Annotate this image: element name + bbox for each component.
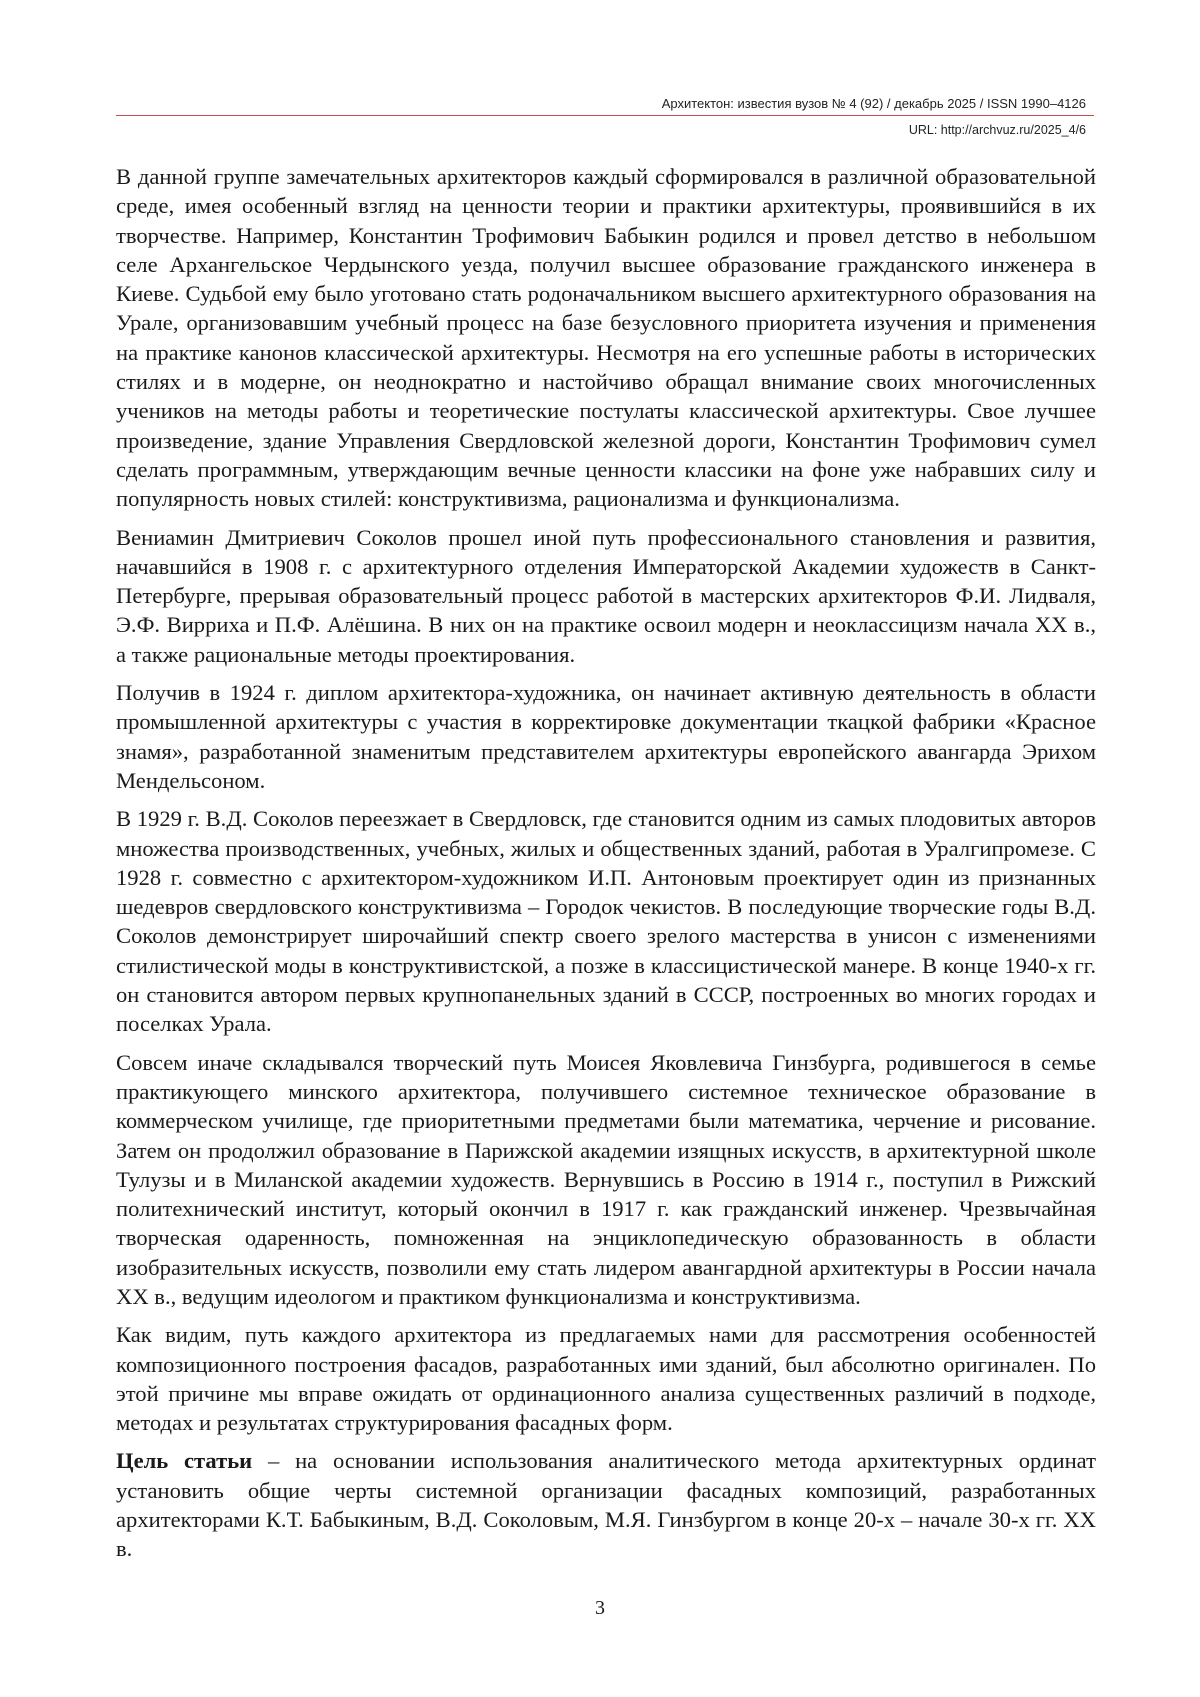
page-header [116,96,1094,138]
paragraph-sokolov-sverdlovsk: В 1929 г. В.Д. Соколов переезжает в Свердловск, где становится одним из самых плодовитых авторов множества производственных, учебных, жилых и общественных зданий, работая в Уралгипромезе. С 1928 г. совместно с архитектором-художником И.П. Антоновым проектирует один из признанных шедевров свердловского конструктивизма – Городок чекистов. В последующие творческие годы В.Д. Соколов демонстрирует широчайший спектр своего зрелого мастерства в унисон с изменениями стилистической моды в конструктивистской, а позже в классицистической манере. В конце 1940-х гг. он становится автором первых крупнопанельных зданий в СССР, построенных во многих городах и поселках Урала. [116,806,1096,1037]
goal-label: Цель статьи [116,1448,253,1474]
paragraph-babykin: В данной группе замечательных архитекторов каждый сформировался в различной образовательной среде, имея особенный взгляд на ценности теории и практики архитектуры, проявившийся в их творчестве. Например, Константин Трофимович Бабыкин родился и провел детство в небольшом селе Архангельское Чердынского уезда, получил высшее образование гражданского инженера в Киеве. Судьбой ему было уготовано стать родоначальником высшего архитектурного образования на Урале, организовавшим учебный процесс на базе безусловного приоритета изучения и применения на практике канонов классической архитектуры. Несмотря на его успешные работы в исторических стилях и в модерне, он неоднократно и настойчиво обращал внимание своих многочисленных учеников на методы работы и теоретические постулаты классической архитектуры. Свое лучшее произведение, здание Управления Свердловской железной дороги, Константин Трофимович сумел сделать программным, утверждающим вечные ценности классики на фоне уже набравших силу и популярность новых стилей: конструктивизма, рационализма и функционализма. [116,164,1096,512]
header-divider [116,115,1094,116]
journal-citation: Архитектон: известия вузов № 4 (92) / декабрь 2025 / ISSN 1990–4126 [661,96,1086,111]
paragraph-sokolov-education: Вениамин Дмитриевич Соколов прошел иной путь профессионального становления и развития, начавшийся в 1908 г. с архитектурного отделения Императорской Академии художеств в Санкт-Петербурге, прерывая образовательный процесс работой в мастерских архитекторов Ф.И. Лидваля, Э.Ф. Вирриха и П.Ф. Алёшина. В них он на практике освоил модерн и неоклассицизм начала XX в., а также рациональные методы проектирования. [116,524,1096,667]
goal-text: – на основании использования аналитического метода архитектурных ординат установить общие черты системной организации фасадных композиций, разработанных архитекторами К.Т. Бабыкиным, В.Д. Соколовым, М.Я. Гинзбургом в конце 20-х – начале 30-х гг. XX в. [116,1448,1096,1562]
paragraph-comparison: Как видим, путь каждого архитектора из предлагаемых нами для рассмотрения особенностей композиционного построения фасадов, разработанных ими зданий, был абсолютно оригинален. По этой причине мы вправе ожидать от ординационного анализа существенных различий в подходе, методах и результатах структурирования фасадных форм. [116,1322,1096,1436]
page-number: 3 [595,1597,605,1619]
paragraph-goal [116,1446,1096,1563]
article-body [116,162,1096,1573]
paragraph-sokolov-diploma: Получив в 1924 г. диплом архитектора-художника, он начинает активную деятельность в области промышленной архитектуры с участия в корректировке документации ткацкой фабрики «Красное знамя», разработанной знаменитым представителем архитектуры европейского авангарда Эрихом Мендельсоном. [116,680,1096,793]
article-url: URL: http://archvuz.ru/2025_4/6 [908,123,1086,137]
paragraph-ginzburg: Совсем иначе складывался творческий путь Моисея Яковлевича Гинзбурга, родившегося в семье практикующего минского архитектора, получившего системное техническое образование в коммерческом училище, где приоритетными предметами были математика, черчение и рисование. Затем он продолжил образование в Парижской академии изящных искусств, в архитектурной школе Тулузы и в Миланской академии художеств. Вернувшись в Россию в 1914 г., поступил в Рижский политехнический институт, который окончил в 1917 г. как гражданский инженер. Чрезвычайная творческая одаренность, помноженная на энциклопедическую образованность в области изобразительных искусств, позволили ему стать лидером авангардной архитектуры в России начала XX в., ведущим идеологом и практиком функционализма и конструктивизма. [116,1049,1096,1309]
